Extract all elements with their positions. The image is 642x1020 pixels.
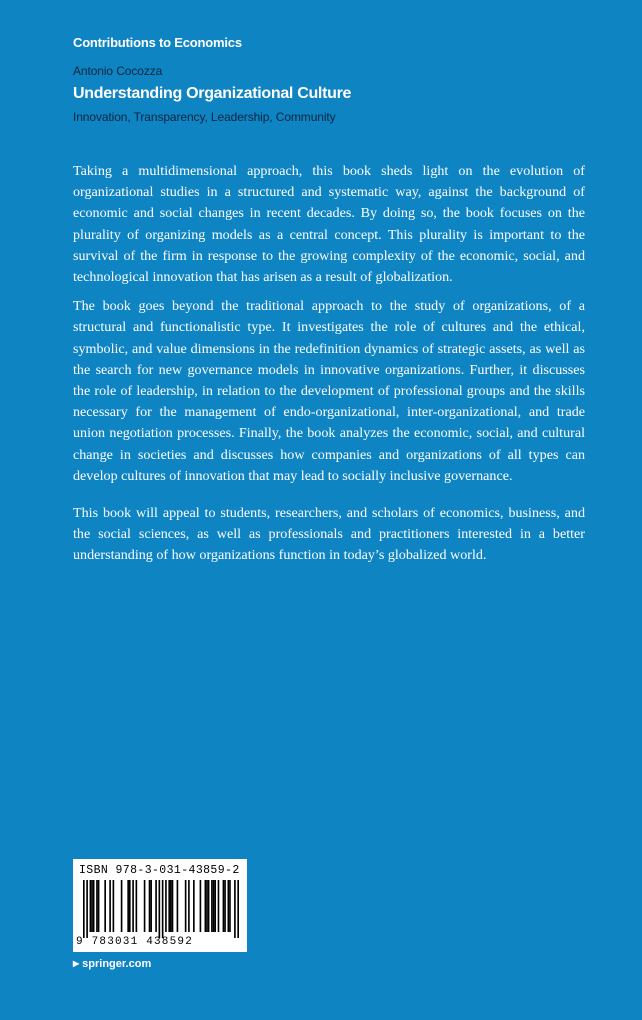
barcode-bar xyxy=(170,880,172,932)
barcode-bar xyxy=(228,880,230,932)
barcode-bar xyxy=(229,880,231,932)
barcode-bar xyxy=(211,880,213,932)
barcode-bar xyxy=(149,880,151,932)
barcode-bar xyxy=(91,880,93,932)
blurb-paragraph-2: The book goes beyond the traditional approach to the study of organizations, of a structural and functionalistic type. It investigates the role of cultures and the ethical, symbolic, and value dimensions in the redefinition dynamics of strategic assets, as well as the search for new governance models in innovative organizations. Further, it discusses the role of leadership, in relation to the development of professional groups and the skills necessary for the management of endo-organizational, inter-organizational, and trade union negotiation processes. Finally, the book analyzes the economic, social, and cultural change in societies and discusses how companies and organizations of all types can develop cultures of innovation that may lead to socially inclusive governance. xyxy=(73,298,585,484)
barcode-bar xyxy=(93,880,95,932)
barcode-bar xyxy=(162,880,164,938)
barcode-bar xyxy=(214,880,216,932)
blurb-paragraph-3: This book will appeal to students, researchers, and scholars of economics, business, and the social sciences, as well as professionals and practitioners interested in a better understanding of how organizations function in today’s globalized world. xyxy=(73,505,585,564)
barcode-bar xyxy=(218,880,220,932)
barcode-bar xyxy=(155,880,157,932)
book-title: Understanding Organizational Culture xyxy=(73,85,352,102)
barcode-bar xyxy=(213,880,215,932)
barcode-bar xyxy=(150,880,152,932)
barcode-bar xyxy=(129,880,131,932)
barcode-bar xyxy=(83,880,85,938)
barcode-bar xyxy=(234,880,236,938)
barcode-bar xyxy=(121,880,123,932)
barcode-bars xyxy=(83,880,239,938)
barcode-bar xyxy=(98,880,100,932)
barcode-bar xyxy=(109,880,111,932)
blurb xyxy=(73,161,585,575)
barcode-digits: 9 783031 438592 xyxy=(76,936,194,948)
isbn-label: ISBN 978-3-031-43859-2 xyxy=(79,864,240,877)
barcode-bar xyxy=(223,880,225,932)
series-name: Contributions to Economics xyxy=(73,35,242,50)
barcode-bar xyxy=(96,880,98,932)
barcode-bar xyxy=(224,880,226,932)
barcode-bar xyxy=(90,880,92,932)
barcode-bar xyxy=(206,880,208,932)
barcode-bar xyxy=(132,880,134,932)
author-name: Antonio Cocozza xyxy=(73,64,163,78)
barcode-bar xyxy=(177,880,179,932)
barcode-bar xyxy=(165,880,167,932)
triangle-right-icon: ▶ xyxy=(73,959,80,968)
barcode-bar xyxy=(172,880,174,932)
barcode-bar xyxy=(185,880,187,932)
barcode-bar xyxy=(86,880,88,938)
barcode-bar xyxy=(188,880,190,932)
barcode-bar xyxy=(127,880,129,932)
barcode-bar xyxy=(237,880,239,938)
barcode-bar xyxy=(168,880,170,932)
barcode-bar xyxy=(113,880,115,932)
book-subtitle: Innovation, Transparency, Leadership, Community xyxy=(73,110,336,124)
publisher-link[interactable] xyxy=(73,958,151,970)
barcode-bar xyxy=(159,880,161,938)
blurb-paragraph-1: Taking a multidimensional approach, this book sheds light on the evolution of organizational studies in a structured and systematic way, against the background of economic and social changes in recent decades. By doing so, the book focuses on the plurality of organizing models as a central concept. This plurality is important to the survival of the firm in response to the growing complexity of the economic, social, and technological innovation that has arisen as a result of globalization. xyxy=(73,163,585,286)
barcode-bar xyxy=(200,880,202,932)
barcode-bar xyxy=(104,880,106,932)
barcode-bar xyxy=(144,880,146,932)
barcode-bar xyxy=(208,880,210,932)
barcode xyxy=(73,859,247,952)
publisher-url: springer.com xyxy=(82,958,152,970)
barcode-bar xyxy=(205,880,207,932)
barcode-bar xyxy=(136,880,138,932)
barcode-bar xyxy=(193,880,195,932)
